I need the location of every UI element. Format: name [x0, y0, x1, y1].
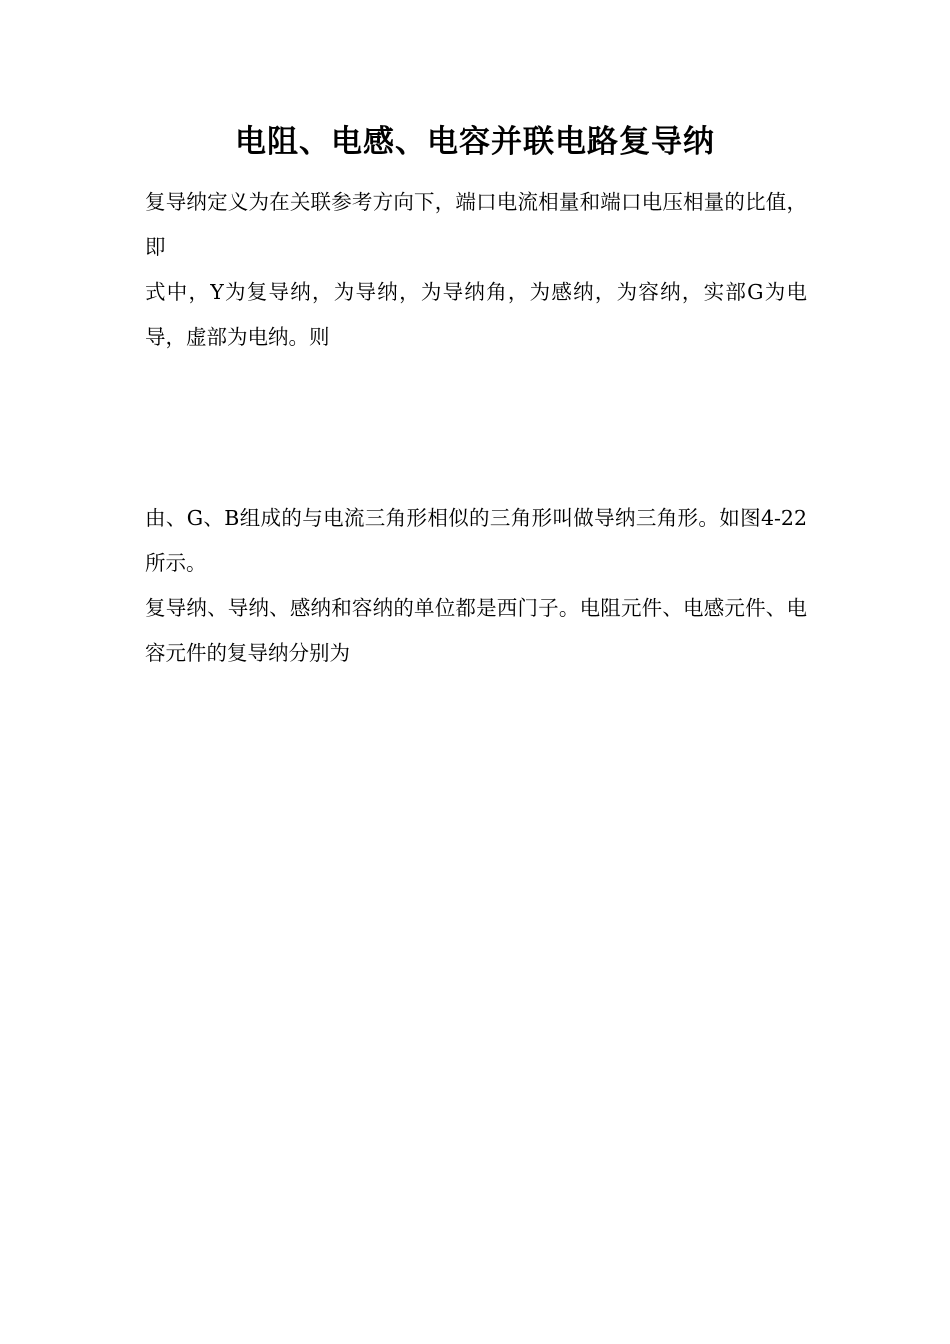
paragraph-admittance-triangle: 由、G、B组成的与电流三角形相似的三角形叫做导纳三角形。如图4-22所示。: [145, 506, 807, 575]
paragraph-definition: 复导纳定义为在关联参考方向下，端口电流相量和端口电压相量的比值，即: [145, 190, 807, 259]
paragraph-formula-explanation: 式中，Y为复导纳，为导纳，为导纳角，为感纳，为容纳，实部G为电导，虚部为电纳。则: [145, 280, 807, 349]
document-title: 电阻、电感、电容并联电路复导纳: [235, 124, 715, 160]
paragraph-units: 复导纳、导纳、感纳和容纳的单位都是西门子。电阻元件、电感元件、电容元件的复导纳分别为: [145, 596, 807, 665]
